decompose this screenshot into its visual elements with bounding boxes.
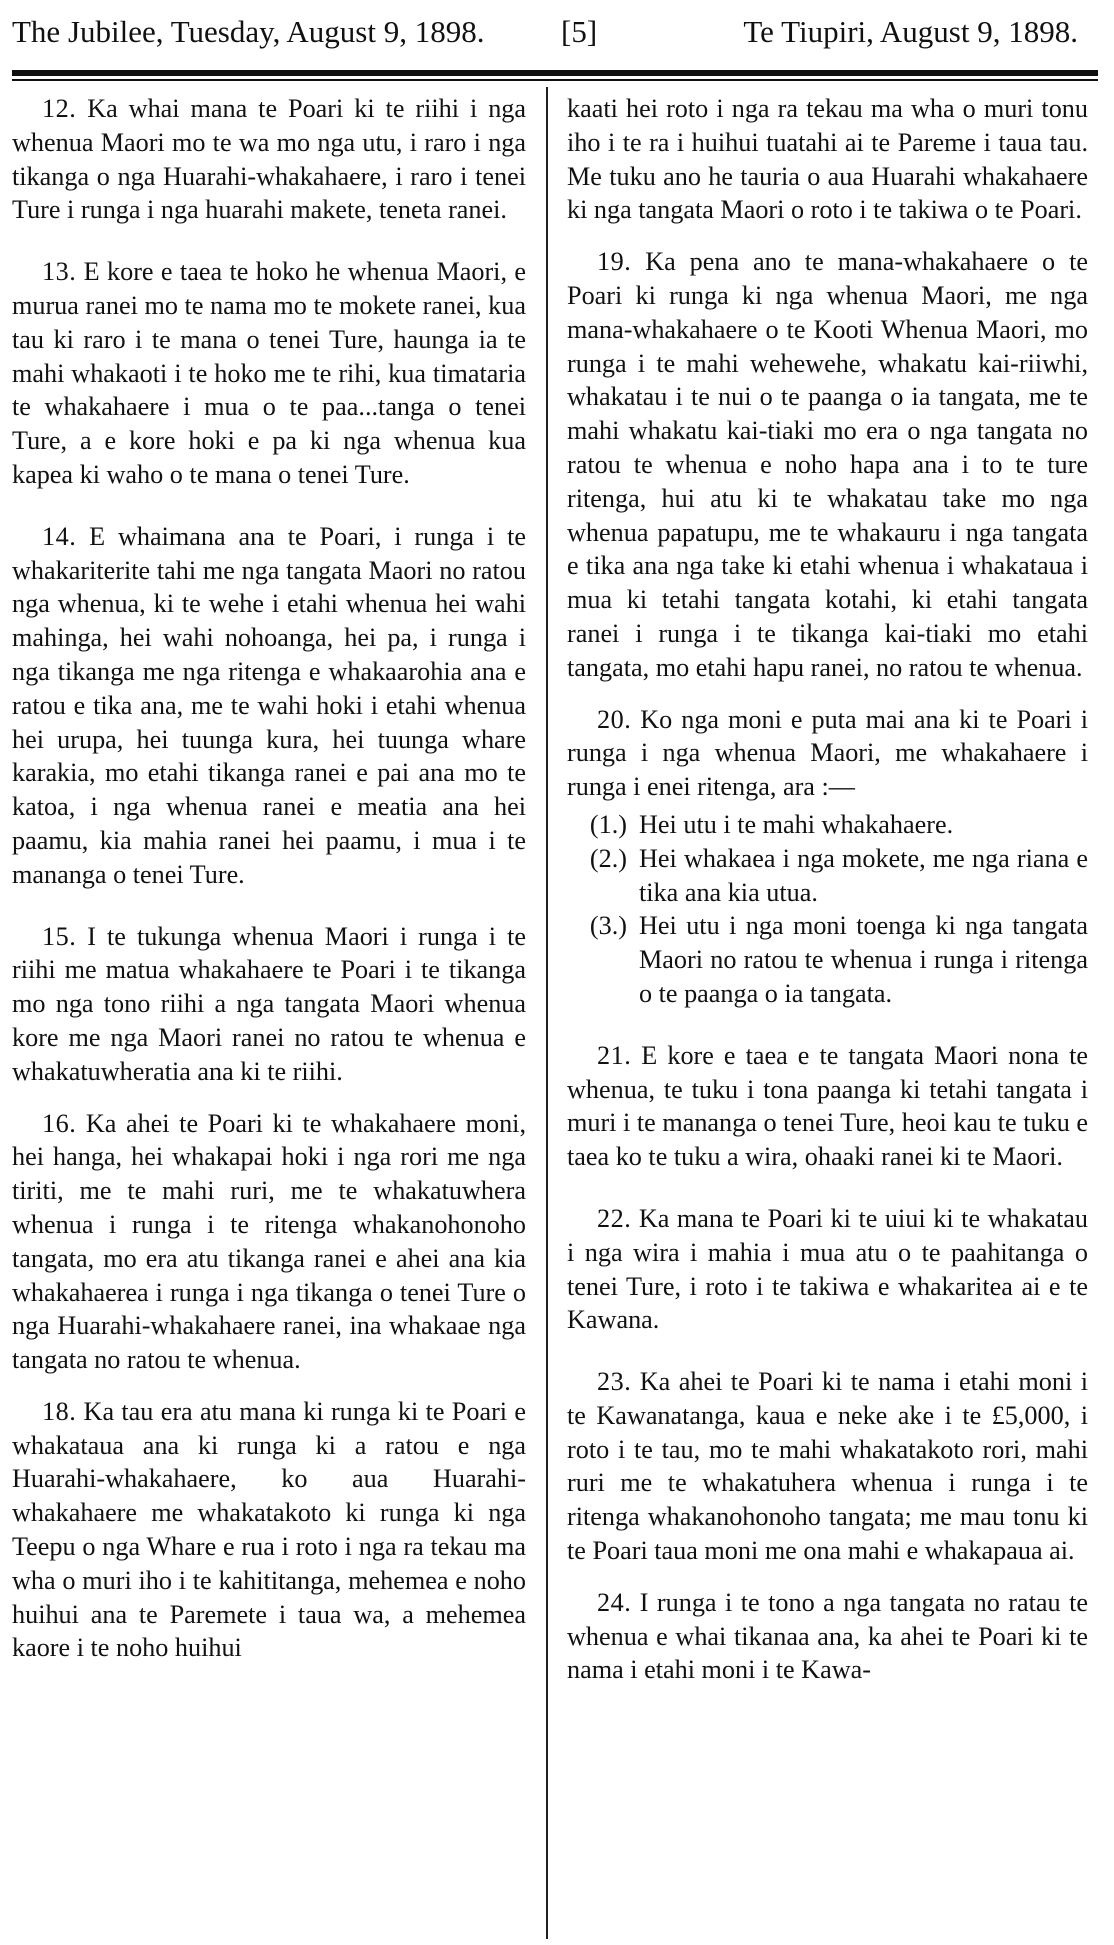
clause-20: 20. Ko nga moni e puta mai ana ki te Poari i runga i nga whenua Maori, me whakahaere i runga i enei ritenga, ara :—: [567, 704, 1088, 802]
clause-23: 23. Ka ahei te Poari ki te nama i etahi moni i te Kawanatanga, kaua e neke ake i te £5,000, i roto i te tau, mo te mahi whakatakoto rori, mahi ruri me te whakatuhera whenua i runga i te ritenga whakanohonoho tangata; me mau tonu ki te Poari taua moni me ona mahi e whakapaua ai.: [567, 1367, 1089, 1566]
list-item: (1.) Hei utu i te mahi whakahaere.: [589, 809, 954, 839]
clause-15: 15. I te tukunga whenua Maori i runga i te riihi me matua whakahaere te Poari i te tikanga mo nga tono riihi a nga tangata Maori whenua kore me nga Maori ranei no ratou te whenua e whakatuwheratia ana ki te riihi.: [12, 921, 526, 1086]
page-header: [12, 10, 1102, 70]
clause-13: 13. E kore e taea te hoko he whenua Maori, e murua ranei mo te nama mo te mokete ranei, kua tau ki raro i te mana o tenei Ture, haunga ia te mahi whakaoti i te hoko me te rihi, kua timataria te whakahaere i mua o te paa...tanga o tenei Ture, a e kore hoki e pa ki nga whenua kua kapea ki waho o te mana o tenei Ture.: [12, 257, 526, 489]
header-maori-title: Te Tiupiri, August 9, 1898.: [743, 14, 1078, 49]
page-number: [5]: [561, 14, 598, 49]
header-english-title: The Jubilee, Tuesday, August 9, 1898.: [12, 14, 485, 49]
header-rule-thick: [12, 70, 1098, 76]
list-item: (3.) Hei utu i nga moni toenga ki nga tangata Maori no ratou te whenua i runga i ritenga o te paanga o ia tangata.: [589, 911, 1088, 1008]
clause-18-continuation: kaati hei roto i nga ra tekau ma wha o muri tonu iho i te ra i huihui tuatahi ai te Paremе i taua tau. Me tuku ano he tauria o aua Huarahi whakahaere ki nga tangata Maori o roto i te takiwa o te Poari.: [567, 94, 1088, 225]
clause-22: 22. Ka mana te Poari ki te uiui ki te whakatau i nga wira i mahia i mua atu o te paahitanga o tenei Ture, i roto i te takiwa e whakaritea ai e te Kawana.: [567, 1203, 1088, 1335]
clause-20-list: [567, 808, 1088, 1011]
clause-19: 19. Ka pena ano te mana-whakahaere o te Poari ki runga ki nga whenua Maori, me nga mana-whakahaere o te Kooti Whenua Maori, mo runga i te mahi wehewehe, whakatu kai-riiwhi, whakatau i te nui o te paanga o ia tangata, me te mahi whakatu kai-tiaki mo era o nga tangata no ratou te whenua e noho hapa ana i to te ture ritenga, hui atu ki te whakatau take mo nga whenua papatupu, me te whakauru i nga tangata e tika ana nga take ki etahi whenua i whakataua i mua ki tetahi tangata kotahi, ki etahi tangata ranei i runga i te tikanga kai-tiaki mo etahi tangata, mo etahi hapu ranei, no ratou te whenua.: [567, 247, 1088, 682]
column-divider: [546, 87, 548, 1939]
clause-24: 24. I runga i te tono a nga tangata no ratau te whenua e whai tikanaa ana, ka ahei te Poari ki te nama i etahi moni i te Kawa-: [567, 1587, 1089, 1685]
list-item: (2.) Hei whakaea i nga mokete, me nga riana e tika ana kia utua.: [589, 843, 1088, 907]
left-column: [12, 92, 526, 1665]
clause-21: 21. E kore e taea e te tangata Maori nona te whenua, te tuku i tona paanga ki tetahi tangata i muri i te mananga o tenei Ture, heoi kau te tuku e taea ko te tuku a wira, ohaaki ranei ki te Maori.: [567, 1040, 1089, 1172]
right-column: [567, 92, 1088, 1687]
clause-14: 14. E whaimana ana te Poari, i runga i te whakariterite tahi me nga tangata Maori no ratou nga whenua, ki te wehe i etahi whenua hei wahi mahinga, hei wahi nohoanga, hei pa, i runga i nga tikanga me nga ritenga e whakaarohia ana e ratou e tika ana, me te wahi hoki i etahi whenua hei urupa, hei tuunga kura, hei tuunga whare karakia, mo etahi tikanga ranei e pai ana mo te katoa, i nga whenua ranei e meatia ana hei paamu, kia mahia ranei hei paamu, i mua i te mananga o tenei Ture.: [12, 521, 526, 889]
header-rule-thin: [12, 79, 1098, 81]
clause-16: 16. Ka ahei te Poari ki te whakahaere moni, hei hanga, hei whakapai hoki i nga rori me nga tiriti, me te mahi ruri, me te whakatuwhera whenua i runga i te ritenga whakanohonoho tangata, mo era atu tikanga ranei e ahei ana kia whakahaerea i runga i nga tikanga o tenei Ture o nga Huarahi-whakahaere ranei, ina whakaae nga tangata no ratou te whenua.: [12, 1108, 526, 1375]
clause-12: 12. Ka whai mana te Poari ki te riihi i nga whenua Maori mo te wa mo nga utu, i raro i nga tikanga o nga Huarahi-whakahaere, i raro i tenei Ture i runga i nga huarahi makete, teneta ranei.: [12, 94, 527, 225]
clause-18: 18. Ka tau era atu mana ki runga ki te Poari e whakataua ana ki runga ki a ratou e nga Huarahi-whakahaere, ko aua Huarahi-whakahaere me whakatakoto ki runga ki nga Teepu o nga Whare e rua i roto i nga ra tekau ma wha o muri iho i te kahititanga, mehemea e noho huihui ana te Paremete i taua wa, a mehemea kaore i te noho huihui: [12, 1396, 526, 1663]
